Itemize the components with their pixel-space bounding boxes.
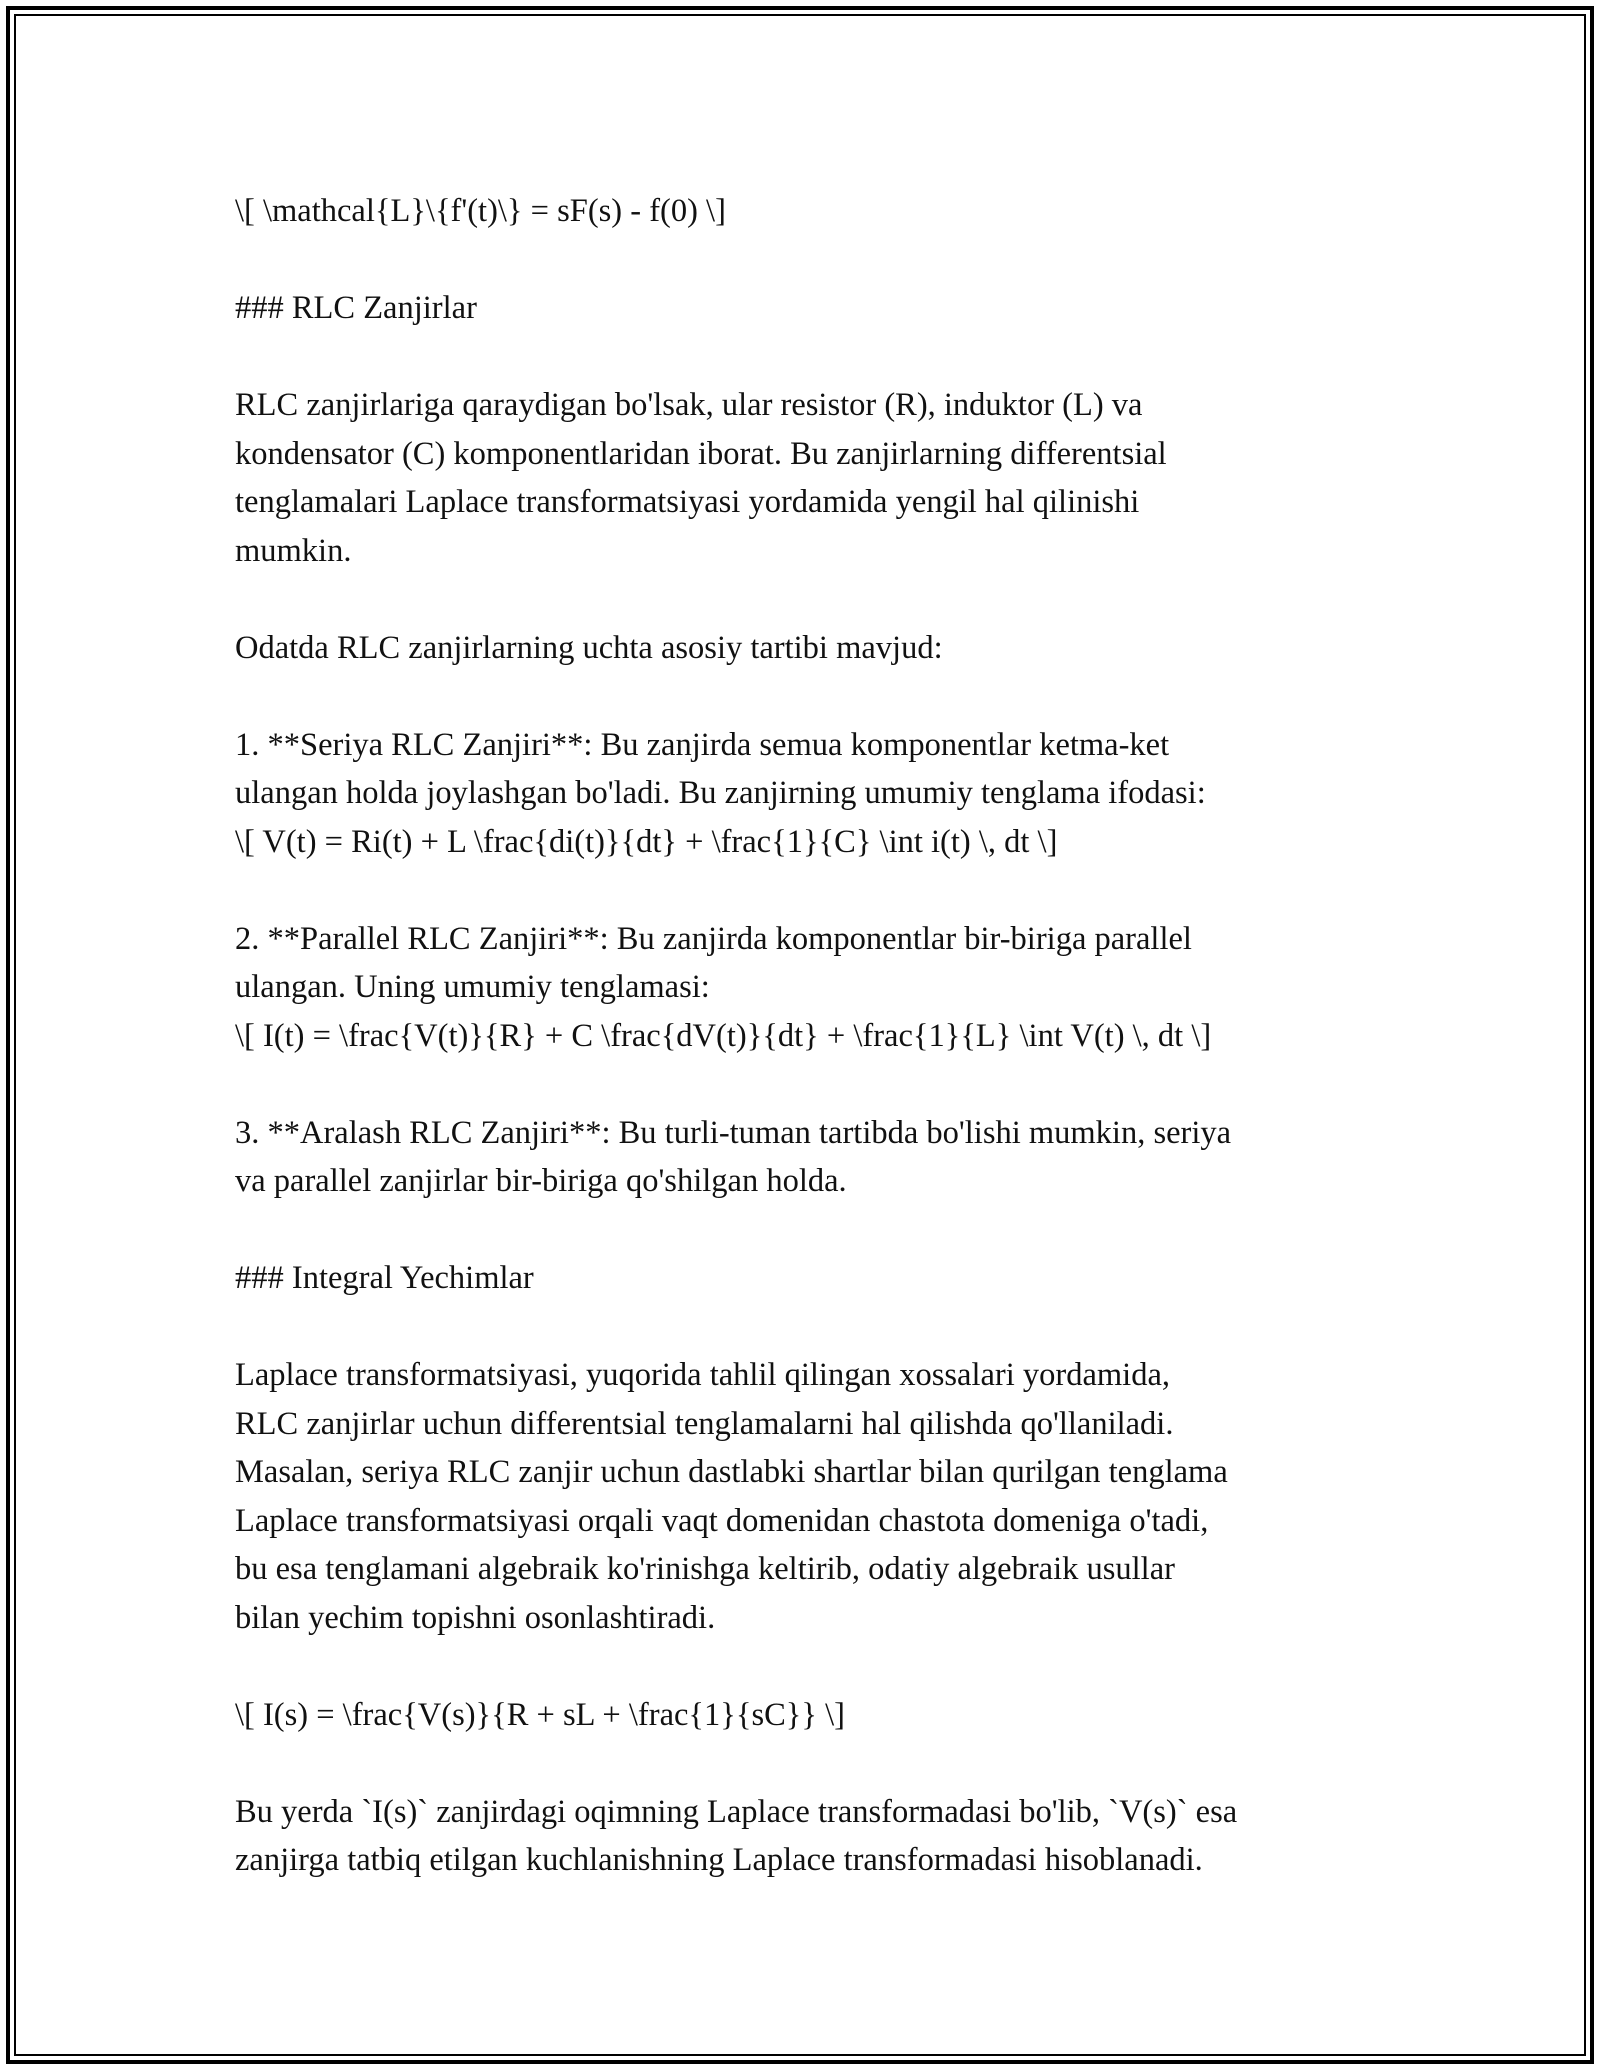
text-line: va parallel zanjirlar bir-biriga qo'shilgan holda.	[235, 1163, 847, 1199]
text-line: Laplace transformatsiyasi orqali vaqt domenidan chastota domeniga o'tadi,	[235, 1502, 1209, 1539]
text-line: Laplace transformatsiyasi, yuqorida tahlil qilingan xossalari yordamida,	[235, 1357, 1171, 1393]
list-item-seriya	[235, 721, 1415, 867]
text-line: bilan yechim topishni osonlashtiradi.	[235, 1599, 716, 1636]
list-item-parallel	[235, 915, 1415, 1061]
text-line: bu esa tenglamani algebraik ko'rinishga keltirib, odatiy algebraik usullar	[235, 1551, 1175, 1587]
list-item-aralash	[235, 1109, 1415, 1206]
equation-series-rlc: \[ V(t) = Ri(t) + L \frac{di(t)}{dt} + \frac{1}{C} \int i(t) \, dt \]	[235, 823, 1058, 860]
equation-laplace-derivative: \[ \mathcal{L}\{f'(t)\} = sF(s) - f(0) \]	[235, 193, 726, 229]
text-line: Masalan, seriya RLC zanjir uchun dastlabki shartlar bilan qurilgan tenglama	[235, 1454, 1228, 1490]
text-line: 2. **Parallel RLC Zanjiri**: Bu zanjirda komponentlar bir-biriga parallel	[235, 920, 1192, 957]
text-line: Bu yerda `I(s)` zanjirdagi oqimning Laplace transformadasi bo'lib, `V(s)` esa	[235, 1793, 1238, 1830]
paragraph-types-intro: Odatda RLC zanjirlarning uchta asosiy tartibi mavjud:	[235, 629, 943, 666]
heading-rlc-zanjirlar: ### RLC Zanjirlar	[235, 290, 477, 326]
text-line: zanjirga tatbiq etilgan kuchlanishning Laplace transformadasi hisoblanadi.	[235, 1842, 1203, 1878]
paragraph-closing	[235, 1788, 1415, 1885]
text-line: mumkin.	[235, 532, 352, 569]
text-line: 3. **Aralash RLC Zanjiri**: Bu turli-tuman tartibda bo'lishi mumkin, seriya	[235, 1114, 1232, 1151]
equation-current-s: \[ I(s) = \frac{V(s)}{R + sL + \frac{1}{sC}} \]	[235, 1696, 845, 1733]
paragraph-intro	[235, 381, 1415, 575]
document-body	[235, 187, 1415, 1933]
equation-parallel-rlc: \[ I(t) = \frac{V(t)}{R} + C \frac{dV(t)}{dt} + \frac{1}{L} \int V(t) \, dt \]	[235, 1017, 1212, 1054]
text-line: ulangan. Uning umumiy tenglamasi:	[235, 969, 710, 1005]
paragraph-integral	[235, 1351, 1415, 1642]
text-line: kondensator (C) komponentlaridan iborat. Bu zanjirlarning differentsial	[235, 435, 1167, 472]
text-line: tenglamalari Laplace transformatsiyasi yordamida yengil hal qilinishi	[235, 484, 1140, 520]
text-line: 1. **Seriya RLC Zanjiri**: Bu zanjirda semua komponentlar ketma-ket	[235, 726, 1170, 763]
text-line: RLC zanjirlar uchun differentsial tenglamalarni hal qilishda qo'llaniladi.	[235, 1405, 1174, 1442]
text-line: ulangan holda joylashgan bo'ladi. Bu zanjirning umumiy tenglama ifodasi:	[235, 775, 1206, 811]
text-line: RLC zanjirlariga qaraydigan bo'lsak, ular resistor (R), induktor (L) va	[235, 387, 1143, 423]
heading-integral-yechimlar: ### Integral Yechimlar	[235, 1260, 534, 1296]
